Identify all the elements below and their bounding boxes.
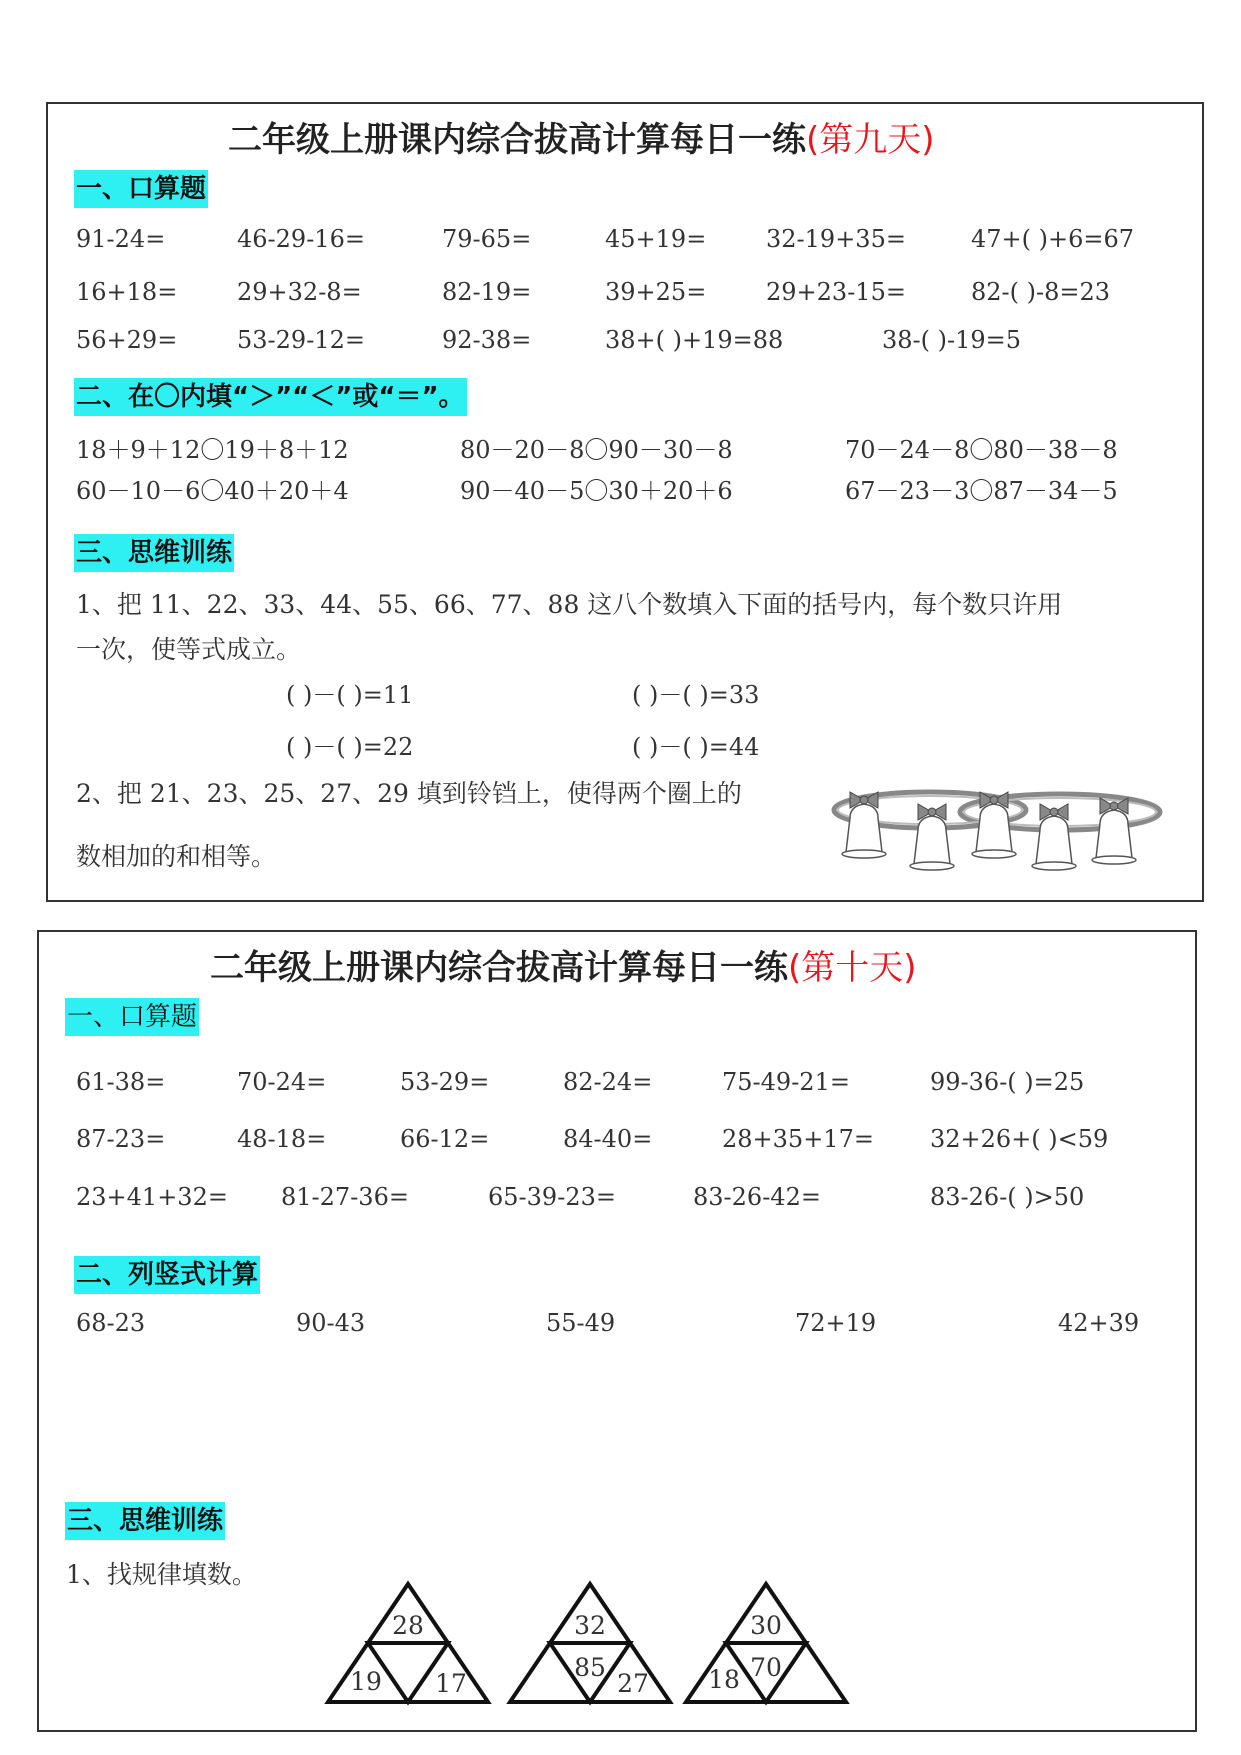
day9-oral-2-2: 29+32-8=	[237, 278, 362, 306]
day9-section1-heading: 一、口算题	[74, 170, 208, 208]
day9-oral-1-3: 79-65=	[442, 225, 532, 253]
day9-compare-2-3: 67－23－3〇87－34－5	[845, 477, 1118, 505]
day9-compare-1-2: 80－20－8〇90－30－8	[460, 436, 733, 464]
day10-oral-1-4: 82-24=	[563, 1068, 653, 1096]
day9-oral-3-3: 92-38=	[442, 326, 532, 354]
day9-title	[228, 112, 935, 161]
day9-title-main: 二年级上册课内综合拔高计算每日一练	[228, 120, 806, 160]
triangle-2-top: 32	[574, 1611, 606, 1640]
day10-oral-2-3: 66-12=	[400, 1125, 490, 1153]
day9-oral-1-4: 45+19=	[605, 225, 707, 253]
triangle-puzzles	[320, 1580, 860, 1710]
day9-oral-1-2: 46-29-16=	[237, 225, 365, 253]
day10-oral-1-5: 75-49-21=	[722, 1068, 850, 1096]
day10-oral-1-6: 99-36-( )=25	[930, 1068, 1085, 1096]
day10-oral-2-5: 28+35+17=	[722, 1125, 874, 1153]
day10-oral-3-5: 83-26-( )>50	[930, 1183, 1085, 1211]
day9-oral-2-4: 39+25=	[605, 278, 707, 306]
day9-oral-3-1: 56+29=	[76, 326, 178, 354]
day9-oral-2-1: 16+18=	[76, 278, 178, 306]
day9-q2-text-line2: 数相加的和相等。	[76, 842, 277, 871]
day10-vertical-3: 55-49	[546, 1309, 616, 1337]
bell-icons	[842, 804, 1136, 870]
day10-oral-1-3: 53-29=	[400, 1068, 490, 1096]
day9-oral-2-5: 29+23-15=	[766, 278, 906, 306]
day10-title-day: (第十天)	[788, 948, 917, 988]
day9-oral-1-5: 32-19+35=	[766, 225, 906, 253]
day10-title	[210, 940, 917, 989]
day9-oral-2-3: 82-19=	[442, 278, 532, 306]
day9-bracket-eq-2: ( )－( )=33	[632, 681, 760, 709]
triangle-2-center: 85	[574, 1653, 606, 1682]
day9-bracket-eq-3: ( )－( )=22	[286, 733, 414, 761]
day10-section3-heading: 三、思维训练	[65, 1502, 225, 1540]
day9-bracket-eq-4: ( )－( )=44	[632, 733, 760, 761]
day9-section2-heading: 二、在〇内填“＞”“＜”或“＝”。	[74, 378, 467, 416]
triangle-1-top: 28	[392, 1611, 424, 1640]
triangle-1-right: 17	[435, 1669, 467, 1698]
day10-oral-3-3: 65-39-23=	[488, 1183, 616, 1211]
day9-q1-text-line1: 1、把 11、22、33、44、55、66、77、88 这八个数填入下面的括号内，每个数只许用	[76, 590, 1063, 619]
day10-oral-1-2: 70-24=	[237, 1068, 327, 1096]
day9-q1-text-line2: 一次，使等式成立。	[76, 635, 302, 664]
day10-oral-2-6: 32+26+( )<59	[930, 1125, 1109, 1153]
day10-title-main: 二年级上册课内综合拔高计算每日一练	[210, 948, 788, 988]
day9-oral-3-4: 38+( )+19=88	[605, 326, 784, 354]
day9-compare-1-1: 18＋9＋12〇19＋8＋12	[76, 436, 349, 464]
day9-compare-1-3: 70－24－8〇80－38－8	[845, 436, 1118, 464]
triangle-1-left: 19	[350, 1667, 382, 1696]
day9-oral-3-5: 38-( )-19=5	[882, 326, 1022, 354]
day9-compare-2-1: 60－10－6〇40＋20＋4	[76, 477, 349, 505]
day9-bracket-eq-1: ( )－( )=11	[286, 681, 414, 709]
day10-oral-1-1: 61-38=	[76, 1068, 166, 1096]
day10-vertical-1: 68-23	[76, 1309, 146, 1337]
day9-q2-text-line1: 2、把 21、23、25、27、29 填到铃铛上，使得两个圈上的	[76, 779, 742, 808]
day9-oral-2-6: 82-( )-8=23	[971, 278, 1111, 306]
day10-vertical-2: 90-43	[296, 1309, 366, 1337]
day10-vertical-5: 42+39	[1058, 1309, 1140, 1337]
day9-section3-heading: 三、思维训练	[74, 534, 234, 572]
day9-oral-1-6: 47+( )+6=67	[971, 225, 1135, 253]
day9-compare-2-2: 90－40－5〇30＋20＋6	[460, 477, 733, 505]
day10-q1-text: 1、找规律填数。	[66, 1560, 257, 1589]
day9-title-day: (第九天)	[806, 120, 935, 160]
day10-oral-2-1: 87-23=	[76, 1125, 166, 1153]
day9-oral-1-1: 91-24=	[76, 225, 166, 253]
triangle-3-center: 70	[750, 1653, 782, 1682]
day10-oral-3-1: 23+41+32=	[76, 1183, 228, 1211]
day10-section2-heading: 二、列竖式计算	[74, 1256, 260, 1294]
day10-oral-2-4: 84-40=	[563, 1125, 653, 1153]
day10-section1-heading: 一、口算题	[65, 998, 199, 1036]
triangle-2-right: 27	[617, 1669, 649, 1698]
day10-oral-2-2: 48-18=	[237, 1125, 327, 1153]
day10-vertical-4: 72+19	[795, 1309, 877, 1337]
day10-oral-3-4: 83-26-42=	[693, 1183, 821, 1211]
triangle-3-left: 18	[708, 1665, 740, 1694]
bells-rings-illustration	[830, 770, 1170, 895]
day10-oral-3-2: 81-27-36=	[281, 1183, 409, 1211]
triangle-3-top: 30	[750, 1611, 782, 1640]
day9-oral-3-2: 53-29-12=	[237, 326, 365, 354]
